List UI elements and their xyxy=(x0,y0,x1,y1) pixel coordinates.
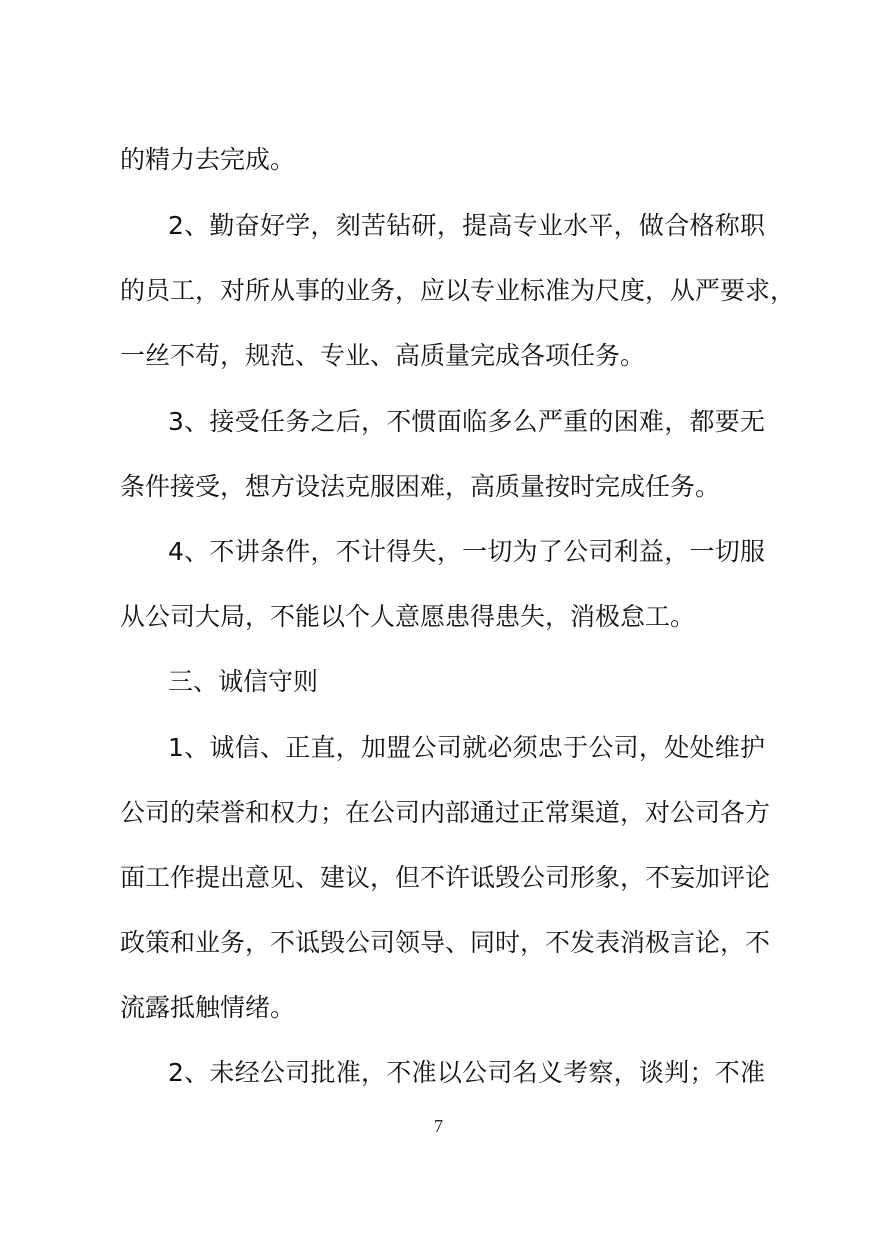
page-number: 7 xyxy=(434,1116,443,1136)
text-line: 的精力去完成。 xyxy=(120,145,296,174)
text-line: 流露抵触情绪。 xyxy=(120,993,296,1022)
text-line: 2、未经公司批准，不准以公司名义考察，谈判；不准 xyxy=(168,1058,765,1087)
text-line: 面工作提出意见、建议，但不许诋毁公司形象，不妄加评论 xyxy=(120,863,771,892)
text-line: 条件接受，想方设法克服困难，高质量按时完成任务。 xyxy=(120,472,721,501)
text-line: 1、诚信、正直，加盟公司就必须忠于公司，处处维护 xyxy=(168,733,765,762)
text-line: 2、勤奋好学，刻苦钻研，提高专业水平，做合格称职 xyxy=(168,211,765,240)
text-line: 的员工，对所从事的业务，应以专业标准为尺度，从严要求， xyxy=(120,276,796,305)
text-line: 4、不讲条件，不计得失，一切为了公司利益，一切服 xyxy=(168,537,765,566)
text-line: 政策和业务，不诋毁公司领导、同时，不发表消极言论，不 xyxy=(120,928,771,957)
text-line: 公司的荣誉和权力；在公司内部通过正常渠道，对公司各方 xyxy=(120,798,771,827)
text-line: 从公司大局，不能以个人意愿患得患失，消极怠工。 xyxy=(120,602,696,631)
text-line: 3、接受任务之后，不惯面临多么严重的困难，都要无 xyxy=(168,407,765,436)
section-heading: 三、诚信守则 xyxy=(168,667,319,696)
text-line: 一丝不苟，规范、专业、高质量完成各项任务。 xyxy=(120,341,646,370)
